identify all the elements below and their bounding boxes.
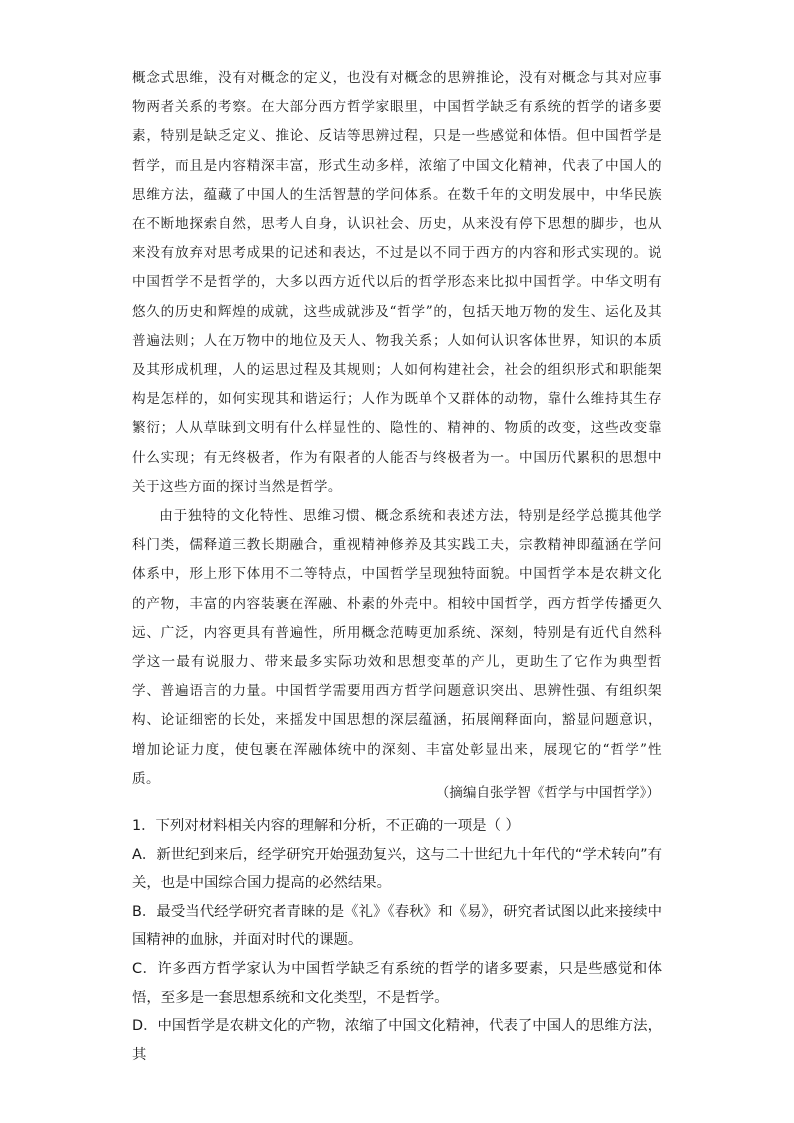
option-b[interactable]: B．最受当代经学研究者青睐的是《礼》《春秋》和《易》，研究者试图以此来接续中国精神的血脉，并面对时代的课题。 (132, 903, 662, 949)
option-d[interactable]: D．中国哲学是农耕文化的产物，浓缩了中国文化精神，代表了中国人的思维方法，其 (132, 1018, 662, 1063)
question-1-stem: 1．下列对材料相关内容的理解和分析，不正确的一项是（ ） (132, 818, 520, 834)
source-attribution: （摘编自张学智《哲学与中国哲学》） (435, 785, 660, 801)
option-c[interactable]: C．许多西方哲学家认为中国哲学缺乏有系统的哲学的诸多要素，只是些感觉和体悟，至多是一套思想系统和文化类型，不是哲学。 (132, 960, 662, 1006)
reading-passage (132, 64, 662, 794)
passage-paragraph-1: 概念式思维，没有对概念的定义，也没有对概念的思辨推论，没有对概念与其对应事物两者关系的考察。在大部分西方哲学家眼里，中国哲学缺乏有系统的哲学的诸多要素，特别是缺乏定义、推论、反诘等思辨过程，只是一些感觉和体悟。但中国哲学是哲学，而且是内容精深丰富，形式生动多样，浓缩了中国文化精神，代表了中国人的思维方法，蕴藏了中国人的生活智慧的学问体系。在数千年的文明发展中，中华民族在不断地探索自然，思考人自身，认识社会、历史，从来没有停下思想的脚步，也从来没有放弃对思考成果的记述和表达，不过是以不同于西方的内容和形式实现的。说中国哲学不是哲学的，大多以西方近代以后的哲学形态来比拟中国哲学。中华文明有悠久的历史和辉煌的成就，这些成就涉及“哲学”的，包括天地万物的发生、运化及其普遍法则；人在万物中的地位及天人、物我关系；人如何认识客体世界，知识的本质及其形成机理，人的运思过程及其规则；人如何构建社会，社会的组织形式和职能架构是怎样的，如何实现其和谐运行；人作为既单个又群体的动物，靠什么维持其生存繁衍；人从草昧到文明有什么样显性的、隐性的、精神的、物质的改变，这些改变靠什么实现；有无终极者，作为有限者的人能否与终极者为一。中国历代累积的思想中关于这些方面的探讨当然是哲学。 (132, 70, 662, 495)
passage-paragraph-2: 由于独特的文化特性、思维习惯、概念系统和表述方法，特别是经学总揽其他学科门类，儒释道三教长期融合，重视精神修养及其实践工夫，宗教精神即蕴涵在学问体系中，形上形下体用不二等特点，中国哲学呈现独特面貌。中国哲学本是农耕文化的产物，丰富的内容装裹在浑融、朴素的外壳中。相较中国哲学，西方哲学传播更久远、广泛，内容更具有普遍性，所用概念范畴更加系统、深刻，特别是有近代自然科学这一最有说服力、带来最多实际功效和思想变革的产儿，更助生了它作为典型哲学、普遍语言的力量。中国哲学需要用西方哲学问题意识突出、思辨性强、有组织架构、论证细密的长处，来摇发中国思想的深层蕴涵，拓展阐释面向，豁显问题意识，增加论证力度，使包裹在浑融体统中的深刻、丰富处彰显出来，展现它的“哲学”性质。 (132, 508, 662, 787)
option-a[interactable]: A．新世纪到来后，经学研究开始强劲复兴，这与二十世纪九十年代的“学术转向”有关，也是中国综合国力提高的必然结果。 (132, 846, 662, 892)
question-block (132, 812, 662, 1069)
